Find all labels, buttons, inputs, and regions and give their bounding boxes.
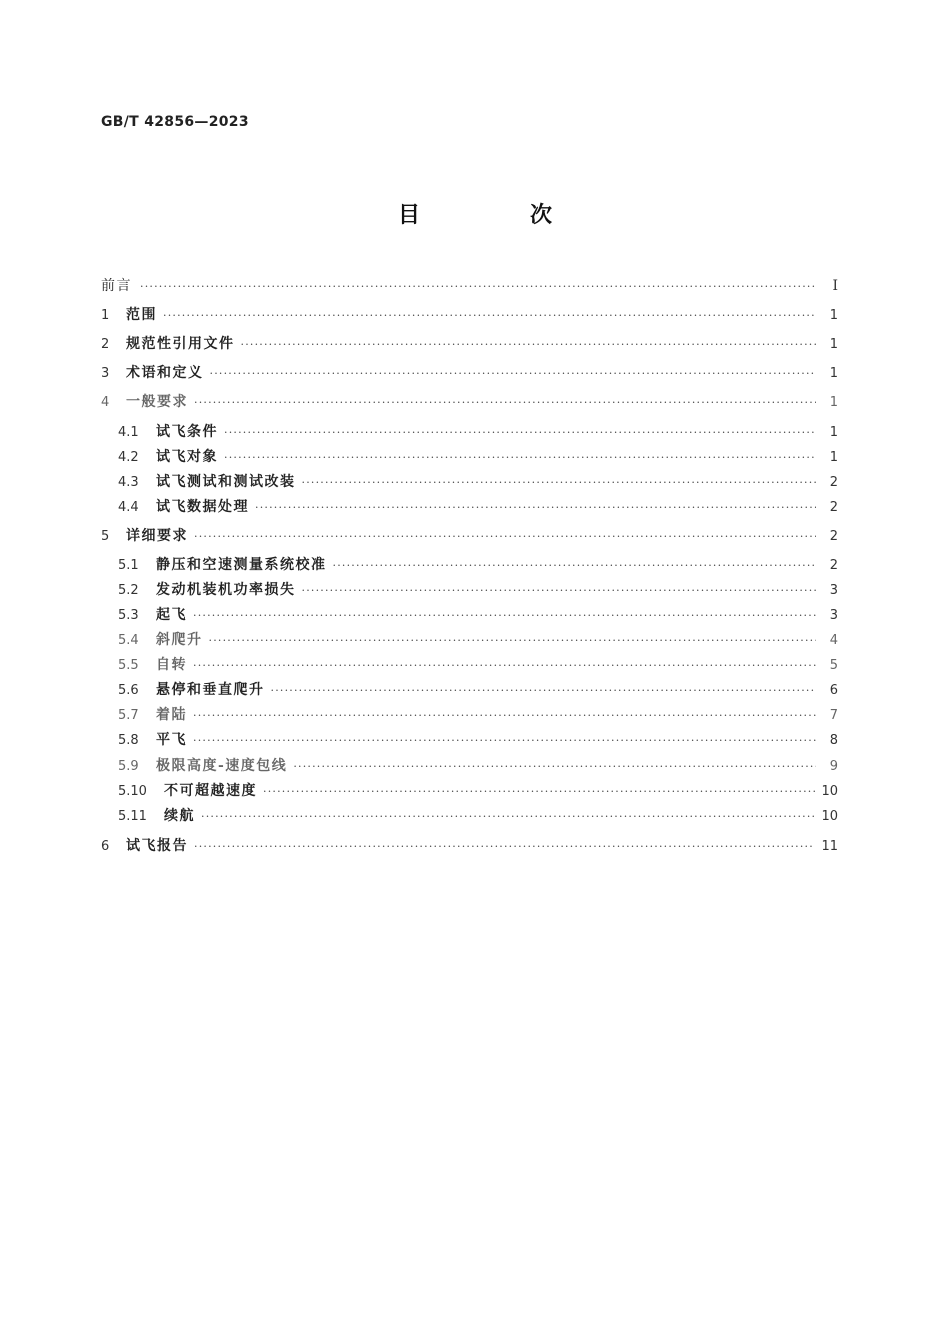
toc-leader-dots bbox=[241, 335, 817, 355]
toc-leader-dots bbox=[193, 606, 816, 626]
toc-leader-dots bbox=[263, 782, 815, 802]
toc-leader-dots bbox=[302, 581, 817, 601]
toc-entry-number: 1 bbox=[101, 308, 110, 323]
toc-entry-4-2[interactable] bbox=[101, 447, 838, 467]
toc-entry-5-7[interactable] bbox=[101, 705, 838, 725]
toc-entry-number: 6 bbox=[101, 839, 110, 854]
toc-entry-number: 4 bbox=[101, 395, 110, 410]
toc-entry-5-10[interactable] bbox=[101, 781, 838, 801]
toc-entry-label: 不可超越速度 bbox=[164, 783, 257, 799]
toc-entry-1[interactable] bbox=[101, 305, 838, 325]
toc-entry-page: 5 bbox=[829, 658, 838, 673]
toc-entry-number: 5.2 bbox=[118, 583, 139, 598]
toc-leader-dots bbox=[193, 706, 816, 726]
toc-entry-5-11[interactable] bbox=[101, 806, 838, 826]
toc-entry-label: 续航 bbox=[164, 808, 195, 824]
toc-entry-label: 静压和空速测量系统校准 bbox=[156, 557, 327, 573]
toc-entry-6[interactable] bbox=[101, 836, 838, 856]
toc-entry-4-4[interactable] bbox=[101, 497, 838, 517]
toc-entry-5-8[interactable] bbox=[101, 730, 838, 750]
toc-entry-number: 3 bbox=[101, 366, 110, 381]
toc-entry-label: 试飞对象 bbox=[156, 449, 218, 465]
toc-entry-label: 斜爬升 bbox=[156, 632, 203, 648]
toc-entry-page: 2 bbox=[829, 558, 838, 573]
toc-leader-dots bbox=[194, 837, 815, 857]
toc-leader-dots bbox=[255, 498, 816, 518]
toc-entry-label: 着陆 bbox=[156, 707, 187, 723]
toc-entry-label: 起飞 bbox=[156, 607, 187, 623]
standard-number: GB/T 42856—2023 bbox=[101, 114, 249, 130]
toc-entry-page: 7 bbox=[829, 708, 838, 723]
toc-leader-dots bbox=[224, 448, 816, 468]
toc-entry-number: 2 bbox=[101, 337, 110, 352]
toc-entry-page: 6 bbox=[829, 683, 838, 698]
toc-leader-dots bbox=[193, 656, 816, 676]
toc-entry-label: 试飞测试和测试改装 bbox=[156, 474, 296, 490]
toc-entry-5-9[interactable] bbox=[101, 756, 838, 776]
toc-entry-number: 4.2 bbox=[118, 450, 139, 465]
toc-entry-label: 术语和定义 bbox=[126, 365, 204, 381]
toc-entry-label: 详细要求 bbox=[126, 528, 188, 544]
toc-entry-2[interactable] bbox=[101, 334, 838, 354]
toc-leader-dots bbox=[201, 807, 815, 827]
toc-entry-number: 5.4 bbox=[118, 633, 139, 648]
toc-entry-label: 平飞 bbox=[156, 732, 187, 748]
toc-entry-page: 1 bbox=[829, 450, 838, 465]
toc-entry-label: 范围 bbox=[126, 307, 157, 323]
toc-entry-label: 前言 bbox=[101, 278, 132, 294]
toc-entry-page: 9 bbox=[829, 759, 838, 774]
toc-entry-4[interactable] bbox=[101, 392, 838, 412]
toc-entry-page: 3 bbox=[829, 583, 838, 598]
toc-entry-number: 5.1 bbox=[118, 558, 139, 573]
toc-entry-label: 一般要求 bbox=[126, 394, 188, 410]
toc-leader-dots bbox=[210, 364, 817, 384]
toc-entry-5-5[interactable] bbox=[101, 655, 838, 675]
toc-leader-dots bbox=[302, 473, 817, 493]
toc-entry-5-3[interactable] bbox=[101, 605, 838, 625]
toc-entry-label: 发动机装机功率损失 bbox=[156, 582, 296, 598]
toc-entry-page: 2 bbox=[829, 475, 838, 490]
toc-entry-4-1[interactable] bbox=[101, 422, 838, 442]
toc-entry-number: 4.1 bbox=[118, 425, 139, 440]
toc-entry-number: 5.3 bbox=[118, 608, 139, 623]
toc-entry-number: 5.8 bbox=[118, 733, 139, 748]
toc-entry-page: 2 bbox=[829, 529, 838, 544]
toc-entry-number: 5.6 bbox=[118, 683, 139, 698]
toc-entry-page: 10 bbox=[821, 809, 838, 824]
toc-leader-dots bbox=[163, 306, 816, 326]
toc-entry-number: 5 bbox=[101, 529, 110, 544]
toc-entry-number: 5.11 bbox=[118, 809, 147, 824]
toc-entry-label: 自转 bbox=[156, 657, 187, 673]
toc-entry-label: 试飞条件 bbox=[156, 424, 218, 440]
toc-entry-5-1[interactable] bbox=[101, 555, 838, 575]
toc-leader-dots bbox=[293, 757, 816, 777]
toc-entry-page: 1 bbox=[829, 395, 838, 410]
toc-entry-page: 1 bbox=[829, 337, 838, 352]
toc-leader-dots bbox=[209, 631, 817, 651]
toc-entry-5-4[interactable] bbox=[101, 630, 838, 650]
toc-leader-dots bbox=[271, 681, 817, 701]
toc-entry-page: 8 bbox=[829, 733, 838, 748]
toc-entry-number: 5.5 bbox=[118, 658, 139, 673]
toc-entry-number: 5.10 bbox=[118, 784, 147, 799]
toc-entry-number: 5.7 bbox=[118, 708, 139, 723]
toc-entry-5-2[interactable] bbox=[101, 580, 838, 600]
toc-leader-dots bbox=[224, 423, 816, 443]
toc-entry-page: 1 bbox=[829, 366, 838, 381]
toc-entry-foreword[interactable] bbox=[101, 276, 838, 296]
toc-leader-dots bbox=[194, 527, 816, 547]
toc-leader-dots bbox=[193, 731, 816, 751]
toc-entry-page: 4 bbox=[829, 633, 838, 648]
toc-entry-label: 悬停和垂直爬升 bbox=[156, 682, 265, 698]
toc-leader-dots bbox=[140, 277, 816, 297]
toc-entry-page: 2 bbox=[829, 500, 838, 515]
toc-entry-number: 4.4 bbox=[118, 500, 139, 515]
toc-entry-label: 规范性引用文件 bbox=[126, 336, 235, 352]
toc-entry-page: 10 bbox=[821, 784, 838, 799]
toc-title: 目 次 bbox=[397, 203, 596, 228]
toc-leader-dots bbox=[333, 556, 817, 576]
toc-entry-page: 11 bbox=[821, 839, 838, 854]
toc-entry-5[interactable] bbox=[101, 526, 838, 546]
toc-entry-label: 极限高度-速度包线 bbox=[156, 758, 288, 774]
toc-entry-page: 1 bbox=[829, 308, 838, 323]
toc-entry-label: 试飞数据处理 bbox=[156, 499, 249, 515]
toc-entry-number: 4.3 bbox=[118, 475, 139, 490]
toc-entry-page: 3 bbox=[829, 608, 838, 623]
toc-entry-label: 试飞报告 bbox=[126, 838, 188, 854]
toc-entry-number: 5.9 bbox=[118, 759, 139, 774]
toc-entry-3[interactable] bbox=[101, 363, 838, 383]
toc-entry-page: 1 bbox=[829, 425, 838, 440]
toc-entry-page: Ⅰ bbox=[832, 278, 838, 294]
toc-leader-dots bbox=[194, 393, 816, 413]
toc-entry-5-6[interactable] bbox=[101, 680, 838, 700]
toc-entry-4-3[interactable] bbox=[101, 472, 838, 492]
